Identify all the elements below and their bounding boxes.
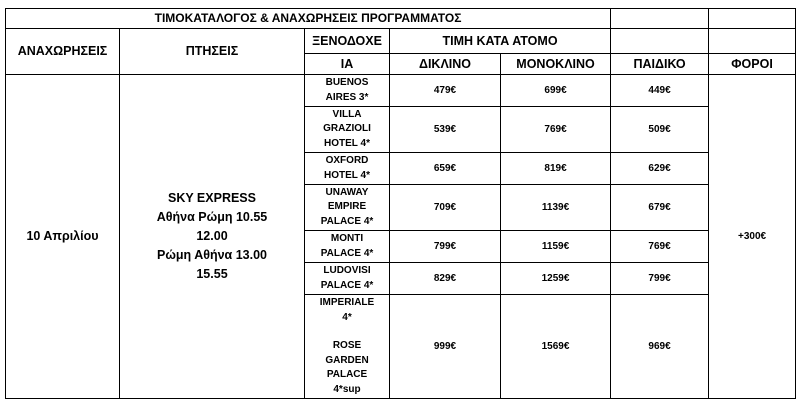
- empty-cell: [709, 9, 796, 29]
- header-double: ΔΙΚΛΙΝΟ: [390, 54, 501, 75]
- price-child: 679€: [611, 185, 709, 231]
- hotel-name: MONTI PALACE 4*: [305, 231, 390, 263]
- price-child: 629€: [611, 153, 709, 185]
- hotel-name: OXFORD HOTEL 4*: [305, 153, 390, 185]
- departure-date: 10 Απριλίου: [6, 75, 120, 399]
- header-child: ΠΑΙΔΙΚΟ: [611, 54, 709, 75]
- price-single: 769€: [501, 107, 611, 153]
- price-double: 829€: [390, 263, 501, 295]
- flight-return: Ρώμη Αθήνα 13.00: [157, 248, 267, 262]
- price-double: 799€: [390, 231, 501, 263]
- header-hotels-line1: ΞΕΝΟΔΟΧΕ: [305, 29, 390, 54]
- flight-return-time: 15.55: [196, 267, 228, 281]
- empty-cell: [709, 29, 796, 54]
- header-hotels-line2: ΙΑ: [305, 54, 390, 75]
- flight-outbound: Αθήνα Ρώμη 10.55: [156, 210, 268, 224]
- table-title: ΤΙΜΟΚΑΤΑΛΟΓΟΣ & ΑΝΑΧΩΡΗΣΕΙΣ ΠΡΟΓΡΑΜΜΑΤΟΣ: [6, 9, 611, 29]
- flight-airline: SKY EXPRESS: [167, 191, 256, 205]
- hotel-name: BUENOS AIRES 3*: [305, 75, 390, 107]
- header-taxes: ΦΟΡΟΙ: [709, 54, 796, 75]
- price-double: 659€: [390, 153, 501, 185]
- price-single: 699€: [501, 75, 611, 107]
- price-double: 479€: [390, 75, 501, 107]
- price-child: 969€: [611, 295, 709, 399]
- price-double: 999€: [390, 295, 501, 399]
- price-child: 799€: [611, 263, 709, 295]
- price-single: 1159€: [501, 231, 611, 263]
- hotel-name: LUDOVISI PALACE 4*: [305, 263, 390, 295]
- hotel-name: UNAWAY EMPIRE PALACE 4*: [305, 185, 390, 231]
- hotel-name: VILLA GRAZIOLI HOTEL 4*: [305, 107, 390, 153]
- table-row: [6, 75, 796, 107]
- price-child: 449€: [611, 75, 709, 107]
- hotel-name: IMPERIALE 4* ROSE GARDEN PALACE 4*sup: [305, 295, 390, 399]
- price-single: 1139€: [501, 185, 611, 231]
- price-double: 539€: [390, 107, 501, 153]
- price-single: 819€: [501, 153, 611, 185]
- empty-cell: [611, 29, 709, 54]
- empty-cell: [611, 9, 709, 29]
- header-departures: ΑΝΑΧΩΡΗΣΕΙΣ: [6, 29, 120, 75]
- flight-info: [120, 75, 305, 399]
- price-child: 509€: [611, 107, 709, 153]
- header-price-per-person: ΤΙΜΗ ΚΑΤΑ ΑΤΟΜΟ: [390, 29, 611, 54]
- flight-outbound-time: 12.00: [196, 229, 228, 243]
- price-table: [5, 8, 796, 399]
- price-child: 769€: [611, 231, 709, 263]
- header-single: ΜΟΝΟΚΛΙΝΟ: [501, 54, 611, 75]
- price-single: 1259€: [501, 263, 611, 295]
- price-double: 709€: [390, 185, 501, 231]
- taxes-value: +300€: [709, 75, 796, 399]
- header-flights: ΠΤΗΣΕΙΣ: [120, 29, 305, 75]
- price-single: 1569€: [501, 295, 611, 399]
